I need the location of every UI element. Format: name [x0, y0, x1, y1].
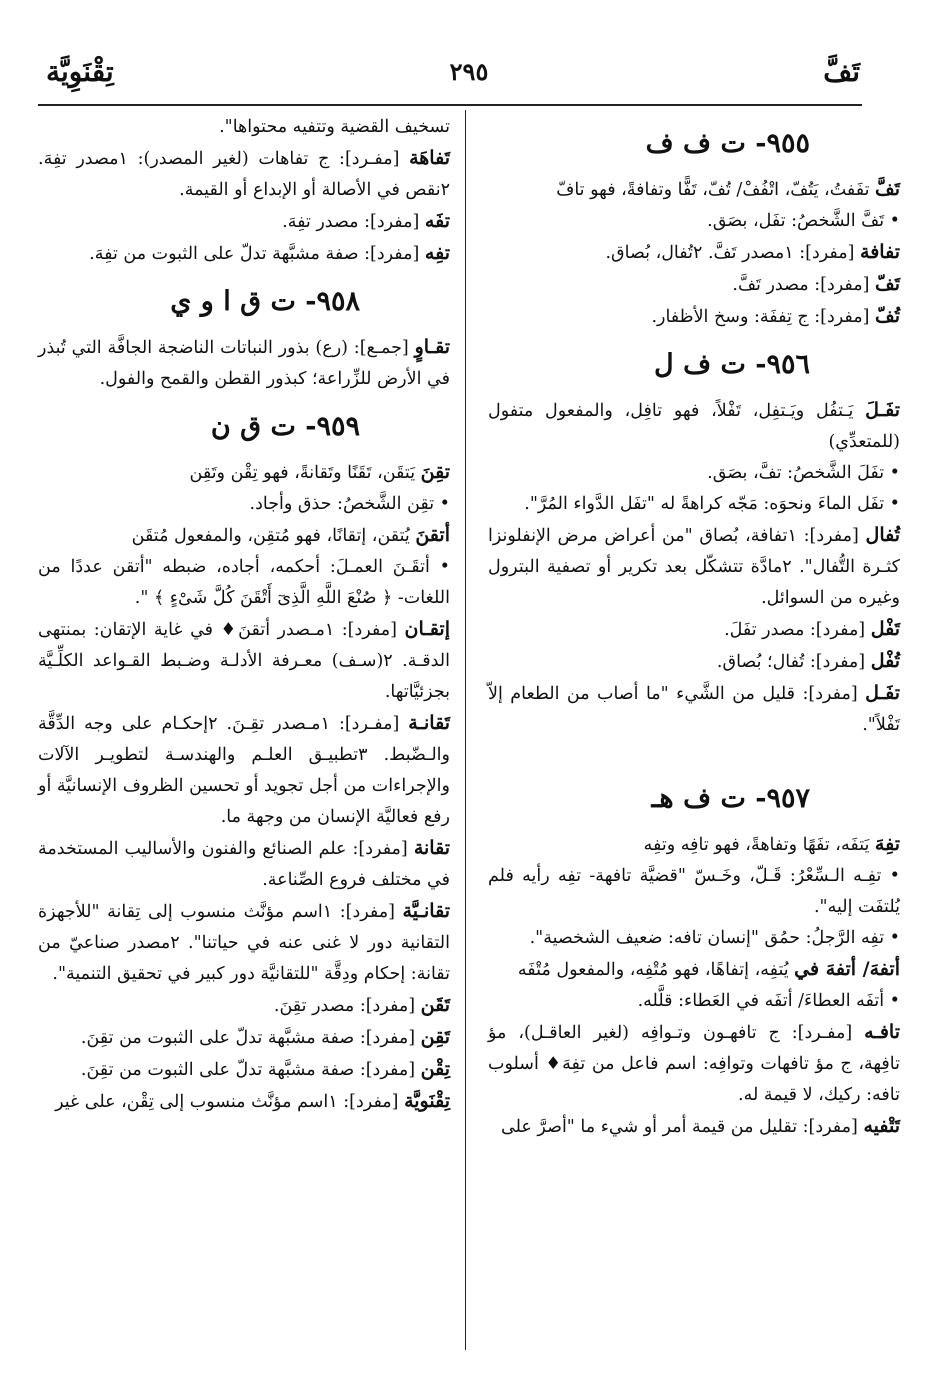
- entry-sense: • تَفَّ الشَّخصُ: تفَل، بصَق.: [707, 211, 900, 231]
- dictionary-entry: [38, 143, 450, 206]
- entry-definition: [مفرد]: مصدر تَفَّ.: [732, 275, 876, 295]
- page-header: [0, 55, 938, 105]
- entry-definition: [مفرد]: تُفال؛ بُصاق.: [716, 652, 871, 672]
- entry-definition: يُتقن، إتقانًا، فهو مُتقِن، والمفعول مُتقَن: [131, 526, 416, 546]
- entry-definition: تفَفتُ، يَتُفّ، اتْفُفْ/ تُفّ، تَفًّا وتفافةً، فهو تافّ: [556, 180, 876, 200]
- entry-definition: [مفـرد]: ج تافهـون وتـوافِه (لغير العاقـل)، مؤ تافِهة، ج مؤ تافهات وتوافِه: اسم فاعل من تفِهَ♦ أسلوب تافه: ركيك، لا قيمة له.: [488, 1023, 900, 1105]
- header-last-word: تِقْنَوِيَّة: [46, 55, 114, 88]
- section-heading: ٩٥٥- ت ف ف: [645, 128, 810, 159]
- entry-definition: [مفرد]: ١اسم مؤنَّث منسوب إلى تِقْن، على غير: [55, 1092, 405, 1112]
- dictionary-entry: [488, 237, 900, 269]
- entry-definition: [مفرد]: صفة مشبَّهة تدلّ على الثبوت من تقِنَ.: [80, 1060, 421, 1080]
- entry-term: تفِهَ: [874, 833, 900, 855]
- dictionary-entry: [488, 646, 900, 678]
- entry-term: أتفهَ/ أتفهَ في: [794, 958, 900, 980]
- entry-term: تفَه: [424, 210, 450, 232]
- entry-term: تقانة: [413, 837, 450, 859]
- entry-term: تَفّ: [875, 273, 900, 295]
- entry-term: إتقـان: [404, 618, 450, 640]
- dictionary-entry: [38, 708, 450, 833]
- entry-definition: [مفرد]: مصدر تفَلَ.: [724, 620, 871, 640]
- dictionary-entry: [488, 395, 900, 458]
- entry-definition: [مفرد]: قليل من الشَّيء "ما أصاب من الطعام إلاّ تَفْلاً".: [488, 684, 900, 735]
- entry-definition: يَتقَن، تَقَنًا وتَقانةً، فهو تِقْن وتَقِن: [189, 463, 421, 483]
- page-number: ٢٩٥: [449, 57, 489, 86]
- entry-definition: [جمـع]: (رع) بذور النباتات الناضجة الجافَّة التي تُبذر في الأرض للزِّراعة؛ كبذور القطن والقمح والفول.: [38, 338, 450, 389]
- dictionary-entry: [38, 1086, 450, 1118]
- dictionary-entry: [488, 829, 900, 861]
- spacer: [488, 741, 900, 767]
- entry-definition: [مفرد]: مصدر تقِنَ.: [273, 996, 421, 1016]
- left-column: [38, 112, 450, 1118]
- entry-term: تِقْنَويَّة: [404, 1090, 450, 1112]
- entry-term: تَقانـة: [408, 712, 450, 734]
- entry-sense: • تفِـه الـسِّعْرُ: قَـلّ، وخَـسّ "قضيَّة تافهة- تفِه رأيه فلم يُلتفَت إليه".: [488, 866, 900, 917]
- entry-definition: [مفـرد]: ج تفاهات (لغير المصدر): ١مصدر تفِهَ. ٢نقص في الأصالة أو الإبداع أو القيمة.: [38, 149, 450, 200]
- entry-definition: [مفرد]: علم الصنائع والفنون والأساليب المستخدمة في مختلف فروع الصِّناعة.: [38, 839, 450, 890]
- entry-definition: [مفرد]: مصدر تفِهَ.: [282, 212, 425, 232]
- entry-definition: [مفرد]: ١تفافة، بُصاق "من أعراض مرض الإنفلونزا كثـرة التُّفال". ٢مادَّة تتشكّل بعد تكرير أو تصفية البترول وغيره من السوائل.: [488, 526, 900, 608]
- dictionary-entry: [38, 1022, 450, 1054]
- entry-term: تَفَّ: [875, 178, 900, 200]
- dictionary-entry: [488, 678, 900, 741]
- dictionary-entry: [38, 614, 450, 708]
- entry-term: تُفّ: [875, 305, 900, 327]
- dictionary-entry: [38, 833, 450, 896]
- entry-sense: • تفَل الماءَ ونحوَه: مَجّه كراهةً له "تفَل الدَّواء المُرَّ".: [524, 494, 900, 514]
- dictionary-entry: [38, 990, 450, 1022]
- entry-definition: يُتفِه، إتفاهًا، فهو مُتْفِه، والمفعول مُتْفَه: [517, 960, 795, 980]
- entry-term: تَفْل: [870, 618, 900, 640]
- entry-term: تقـاوٍ: [414, 336, 450, 358]
- entry-sense: • تفَلَ الشَّخصُ: تفَّ، بصَق.: [707, 463, 900, 483]
- section-heading: ٩٥٧- ت ف هـ: [651, 783, 810, 814]
- dictionary-entry: [38, 206, 450, 238]
- entry-definition: [مفـرد]: ١مـصدر تقِـنَ. ٢إحكـام على وجه الدِّقَّة والـضّبط. ٣تطبيـق العلـم والهندسـة لتطويـر الآلات والإجراءات من أجل تجويد أو تحسين الظروف الإنسانيَّة أو رفع فعاليَّة الإنسان من وجهة ما.: [38, 714, 450, 827]
- entry-term: تفافة: [860, 241, 900, 263]
- entry-continuation: تسخيف القضية وتتفيه محتواها".: [219, 117, 450, 137]
- dictionary-entry: [488, 1111, 900, 1143]
- dictionary-entry: [488, 174, 900, 206]
- entry-term: تَقِن: [420, 1026, 450, 1048]
- entry-term: تافـه: [864, 1021, 900, 1043]
- entry-definition: [مفرد]: صفة مشبَّهة تدلّ على الثبوت من تفِهَ.: [89, 244, 425, 264]
- section-heading: ٩٥٨- ت ق ا و ي: [170, 286, 360, 317]
- entry-sense: • أتقَـنَ العمـلَ: أحكمه، أجاده، ضبطه "أتقن عددًا من اللغات- ﴿ صُنْعَ اللَّهِ الَّذِىٓ أَتْقَنَ كُلَّ شَىْءٍ ﴾ ".: [38, 557, 450, 608]
- entry-term: تُفال: [865, 524, 901, 546]
- entry-term: تقِنَ: [420, 461, 450, 483]
- entry-definition: [مفرد]: تقليل من قيمة أمر أو شيء ما "أصرَّ على: [501, 1117, 864, 1137]
- dictionary-entry: [488, 614, 900, 646]
- entry-term: تفَـلَ: [865, 399, 900, 421]
- section-heading: ٩٥٩- ت ق ن: [210, 411, 360, 442]
- entry-term: أتقنَ: [415, 524, 450, 546]
- entry-term: تَتْفيه: [863, 1115, 900, 1137]
- section-heading: ٩٥٦- ت ف ل: [654, 349, 810, 380]
- entry-sense: • أتفَه العطاءَ/ أتفَه في العَطاء: قلَّله.: [637, 991, 900, 1011]
- dictionary-entry: [488, 301, 900, 333]
- column-divider: [465, 110, 466, 1350]
- entry-definition: يَتفَه، تفَهًا وتفاهةً، فهو تافِه وتفِه: [643, 835, 875, 855]
- dictionary-entry: [488, 520, 900, 614]
- entry-term: تُفْل: [870, 650, 900, 672]
- dictionary-entry: [488, 269, 900, 301]
- entry-definition: يَـتفُل ويَـتفِل، تَفْلاً، فهو تافِل، والمفعول متفول (للمتعدِّي): [488, 401, 900, 452]
- dictionary-entry: [38, 520, 450, 552]
- dictionary-entry: [38, 896, 450, 990]
- entry-term: تَفاهَة: [409, 147, 450, 169]
- entry-term: تقانـيَّة: [402, 900, 450, 922]
- dictionary-entry: [38, 457, 450, 489]
- dictionary-entry: [488, 1017, 900, 1111]
- dictionary-entry: [38, 1054, 450, 1086]
- dictionary-entry: [38, 238, 450, 270]
- entry-definition: [مفرد]: ١مصدر تَفَّ. ٢تُفال، بُصاق.: [605, 243, 861, 263]
- entry-definition: [مفرد]: ١مـصدر أتقنَ♦ في غاية الإتقان: بمنتهى الدقـة. ٢(سـف) معـرفة الأدلـة وضـبط القـواعد الكلِّـيَّة بجزئيَّاتها.: [38, 620, 450, 702]
- entry-sense: • تقِن الشَّخصُ: حذق وأجاد.: [249, 494, 450, 514]
- entry-definition: [مفرد]: ١اسم مؤنَّث منسوب إلى تِقانة "للأجهزة التقانية دور لا غنى عنه في حياتنا". ٢مصدر صناعيّ من تقانة: إحكام ودِقَّة "للتقانيَّة دور كبير في تحقيق التنمية".: [38, 902, 450, 984]
- header-rule: [38, 104, 862, 106]
- entry-term: تفَـل: [865, 682, 900, 704]
- entry-term: تفِه: [424, 242, 450, 264]
- entry-definition: [مفرد]: صفة مشبَّهة تدلّ على الثبوت من تقِنَ.: [80, 1028, 421, 1048]
- right-column: [488, 112, 900, 1143]
- entry-definition: [مفرد]: ج تِففَة: وسخ الأظفار.: [651, 307, 876, 327]
- entry-sense: • تفِه الرَّجلُ: حمُق "إنسان تافه: ضعيف الشخصية".: [529, 928, 900, 948]
- entry-term: تِقْن: [420, 1058, 450, 1080]
- dictionary-entry: [488, 954, 900, 986]
- entry-term: تَقَن: [420, 994, 450, 1016]
- dictionary-entry: [38, 332, 450, 395]
- header-first-word: تَفَّ: [823, 55, 860, 88]
